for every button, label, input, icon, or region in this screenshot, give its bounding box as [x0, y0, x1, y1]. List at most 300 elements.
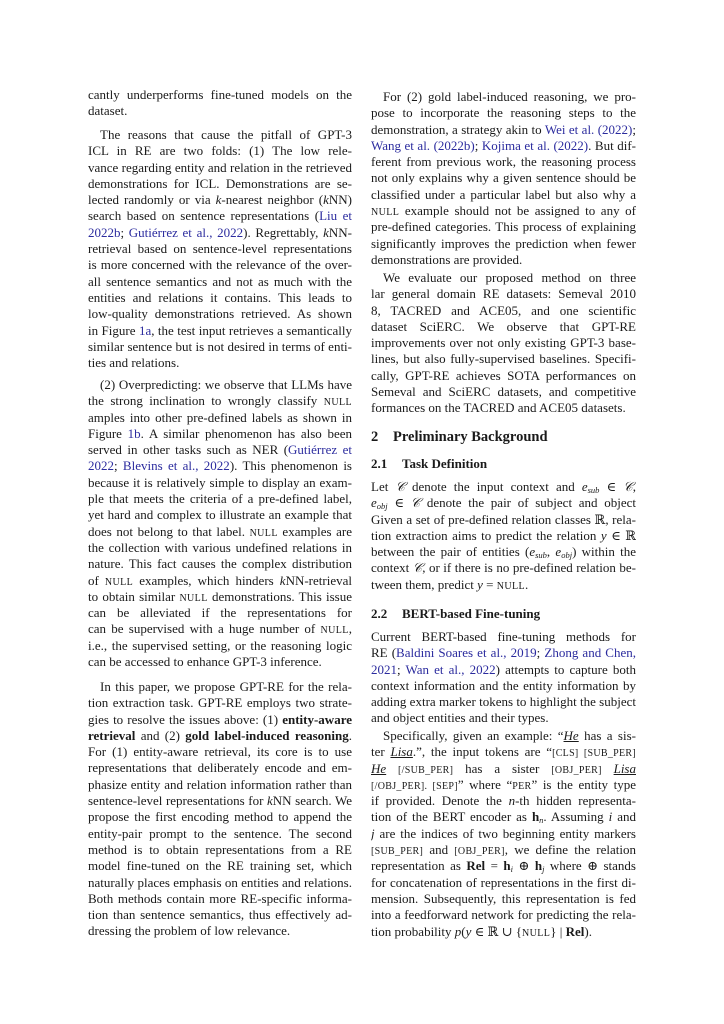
section-heading-preliminary-background	[371, 429, 548, 446]
text-run: } |	[550, 923, 566, 939]
text-run: ;	[397, 661, 406, 677]
text-line	[371, 875, 636, 891]
text-run: . But dif-	[588, 137, 636, 153]
text-run: dataset SciERC. We observe that GPT-RE	[371, 318, 636, 334]
text-line	[371, 907, 636, 923]
text-run: ∈ ℝ ∪ {	[471, 923, 522, 939]
text-line	[88, 127, 352, 143]
text-run: , we define the relation	[504, 842, 636, 858]
marker-token: [CLS] [SUB_PER]	[552, 748, 636, 760]
text-line	[371, 858, 636, 874]
text-line	[88, 410, 352, 426]
text-run: (2) Overpredicting: we observe that LLMs have	[100, 377, 352, 392]
bold-text: h	[503, 858, 511, 874]
citation-link[interactable]: Liu et	[319, 208, 352, 224]
text-line	[371, 105, 636, 121]
text-run: ⊕	[513, 858, 535, 874]
text-line	[88, 842, 352, 858]
entity-mention: He	[563, 728, 579, 743]
text-line	[88, 377, 352, 393]
text-run: ;	[120, 224, 129, 240]
text-run: retrieval based on sentence-level representations	[88, 241, 352, 257]
null-label: NULL	[521, 927, 551, 939]
text-line	[371, 744, 636, 760]
text-run: are the indices of two beginning entity markers	[374, 825, 636, 841]
text-run: served in other tasks such as NER (	[88, 442, 289, 458]
null-label: NULL	[320, 625, 349, 637]
subscript: n	[539, 815, 544, 826]
text-run: not only explains why a given sentence should be	[371, 170, 636, 186]
text-run: ;	[536, 645, 545, 661]
bold-text: gold label-induced reasoning	[185, 727, 349, 743]
text-line	[88, 491, 352, 507]
paragraph-gpt-re-proposal	[88, 679, 352, 940]
text-line	[88, 192, 352, 208]
math-italic: e	[555, 544, 562, 560]
text-run: the collection with various undefined relations in	[88, 539, 352, 555]
text-run: the strong inclination to wrongly classify	[88, 393, 324, 409]
text-run: lar general domain RE datasets: Semeval 2010	[371, 286, 636, 302]
text-run: context information and the entity information by	[371, 677, 636, 693]
text-run: ) within the	[572, 544, 636, 560]
null-label: NULL	[371, 207, 400, 219]
text-run: tion extraction aims to predict the relation	[371, 527, 601, 543]
citation-link[interactable]: Gutiérrez et	[288, 442, 352, 458]
text-run: tion extraction task. GPT-RE employs two strate-	[88, 695, 352, 711]
subscript: sub	[587, 485, 600, 495]
citation-link[interactable]: 1a	[138, 322, 152, 338]
text-run: and	[612, 809, 636, 825]
citation-link[interactable]: Gutiérrez et al., 2022	[128, 224, 244, 240]
text-run: ,	[546, 544, 556, 560]
text-line	[88, 442, 352, 458]
subsection-number: 2.1	[371, 456, 388, 471]
text-line	[88, 524, 352, 540]
text-line	[371, 560, 636, 576]
text-run: adding extra marker tokens to highlight the subject	[371, 694, 636, 710]
text-line	[371, 384, 636, 400]
text-run: pose to incorporate the reasoning steps to the	[371, 105, 636, 121]
text-line	[88, 605, 352, 621]
text-run: ple that meets the criteria of a pre-defined label,	[88, 491, 352, 507]
text-run: NN-	[328, 224, 352, 240]
text-line	[88, 621, 352, 637]
text-line	[371, 368, 636, 384]
text-run: The reasons that cause the pitfall of GPT-3	[100, 127, 352, 142]
text-run: NN)	[328, 192, 352, 208]
text-run	[386, 761, 398, 776]
text-line	[371, 793, 636, 809]
text-line	[371, 728, 636, 744]
math-italic: 𝒞	[395, 479, 405, 494]
text-line	[88, 777, 352, 793]
text-run: representations that deliberately encode and em-	[88, 760, 352, 776]
text-line	[371, 335, 636, 351]
text-run: ” is the entity type	[531, 776, 636, 792]
bold-text: Rel	[565, 923, 585, 939]
text-run: for concatenation of representations in the first di-	[371, 874, 636, 890]
text-line	[371, 479, 636, 495]
text-line	[88, 760, 352, 776]
text-run: ).	[584, 923, 592, 939]
text-line	[371, 629, 636, 645]
text-line	[371, 891, 636, 907]
subsection-number: 2.2	[371, 606, 388, 621]
text-line	[88, 355, 352, 371]
subsection-heading-bert-fine-tuning	[371, 606, 540, 622]
math-italic: k	[267, 793, 273, 809]
section-title: Preliminary Background	[393, 429, 548, 445]
citation-link[interactable]: Kojima et al. (2022)	[481, 137, 589, 153]
text-run: examples, which hinders	[133, 572, 280, 588]
text-run: . Assuming	[543, 809, 609, 825]
text-line	[88, 393, 352, 409]
entity-mention: Lisa	[390, 744, 413, 760]
paragraph-overpredicting	[88, 377, 352, 670]
text-run: into a feedforward network for predicting the rela-	[371, 907, 636, 923]
text-line	[371, 809, 636, 825]
text-line	[88, 712, 352, 728]
paragraph-intro-continued	[88, 87, 352, 120]
text-line	[88, 241, 352, 257]
text-run: ) attempts to capture both	[495, 661, 636, 677]
text-run: , or if there is no pre-defined relation be-	[422, 560, 636, 576]
text-line	[88, 573, 352, 589]
text-run: examples are	[277, 523, 352, 539]
text-run: . A similar phenomenon has also been	[140, 425, 352, 441]
text-line	[88, 87, 352, 103]
text-run: ferent from previous work, the reasoning process	[371, 154, 636, 170]
text-line	[371, 351, 636, 367]
text-line	[88, 475, 352, 491]
text-line	[371, 694, 636, 710]
subscript: j	[542, 864, 545, 875]
text-line	[88, 176, 352, 192]
math-italic: 𝒞	[623, 479, 633, 494]
text-run: Specifically, given an example: “	[383, 728, 564, 743]
marker-token: PER	[512, 780, 532, 792]
text-line	[371, 187, 636, 203]
text-line	[371, 544, 636, 560]
text-run: where ⊕ stands	[544, 858, 636, 874]
math-italic: e	[371, 495, 377, 511]
text-run: demonstration, a strategy akin to	[371, 121, 545, 137]
text-run: cantly underperforms fine-tuned models on the	[88, 87, 352, 102]
bold-text: Rel	[466, 858, 486, 874]
text-line	[371, 512, 636, 528]
text-line	[371, 170, 636, 186]
text-line	[88, 540, 352, 556]
text-run: context	[371, 560, 413, 576]
text-run: if provided. Denote the	[371, 793, 509, 809]
text-run: yet hard and complex to illustrate an example that	[88, 507, 352, 523]
text-run: formances on the TACRED and ACE05 datasets.	[371, 400, 626, 416]
text-line	[88, 875, 352, 891]
text-line	[371, 203, 636, 219]
text-run: of	[88, 572, 105, 588]
citation-link[interactable]: Wan et al., 2022	[405, 661, 496, 677]
text-line	[371, 138, 636, 154]
text-run: lected randomly or via	[88, 192, 216, 208]
text-run: significantly improves the prediction when fewer	[371, 235, 636, 251]
math-italic: p	[454, 923, 462, 939]
text-run: because it is relatively simple to display an exam-	[88, 474, 352, 490]
text-line	[88, 160, 352, 176]
text-run: all sentence semantics and not as much with the	[88, 273, 352, 289]
text-run: and (2)	[135, 727, 186, 743]
text-run: i.e., the supervised setting, or the reasoning logic	[88, 637, 352, 653]
text-run: ties and relations.	[88, 355, 180, 371]
text-line	[371, 400, 636, 416]
text-run: 8, TACRED and ACE05, and one scientific	[371, 302, 636, 318]
citation-link[interactable]: Baldini Soares et al., 2019	[396, 645, 537, 661]
text-run: vance regarding entity and relation in the retrieved	[88, 159, 352, 175]
paragraph-task-definition	[371, 479, 636, 593]
text-run: tween them, predict	[371, 576, 478, 592]
text-run: and	[423, 842, 455, 858]
text-run: .	[525, 576, 529, 592]
text-line	[371, 710, 636, 726]
text-line	[371, 286, 636, 302]
math-italic: k	[323, 224, 329, 240]
text-run: Current BERT-based fine-tuning methods for	[371, 629, 636, 644]
text-line	[371, 89, 636, 105]
text-run: tion of the BERT encoder as	[371, 809, 532, 825]
subscript: i	[510, 864, 514, 875]
text-run: =	[485, 858, 504, 874]
marker-token: [SUB_PER]	[371, 846, 424, 858]
text-run: nature. This fact causes the complex distribution	[88, 556, 352, 572]
text-line	[371, 777, 636, 793]
text-run: ∈	[387, 495, 411, 511]
text-line	[371, 236, 636, 252]
text-line	[371, 842, 636, 858]
text-run: Let	[371, 479, 396, 494]
text-run: example should not be assigned to any of	[404, 203, 636, 219]
null-label: NULL	[496, 580, 526, 592]
text-run: dataset.	[88, 103, 128, 119]
text-run: lines, but also fully-supervised baselines. Specifi-	[371, 351, 636, 367]
citation-link[interactable]: Wei et al. (2022)	[544, 121, 633, 137]
text-line	[88, 257, 352, 273]
text-run: =	[482, 576, 497, 592]
text-line	[88, 208, 352, 224]
paragraph-pitfall-reasons	[88, 127, 352, 371]
text-run: representation as	[371, 858, 467, 874]
text-run: similar sentence but is not desired in terms of enti-	[88, 338, 352, 354]
text-run: ter	[371, 744, 391, 760]
text-run: does not belong to that label.	[88, 523, 250, 539]
text-line	[88, 143, 352, 159]
text-run: entity-pair prompt to the sentence. The second	[88, 825, 352, 841]
text-line	[371, 154, 636, 170]
text-run: For (1) entity-aware retrieval, its core is to use	[88, 744, 352, 760]
text-line	[88, 458, 352, 474]
null-label: NULL	[104, 576, 134, 588]
math-italic: y	[465, 923, 472, 939]
text-line	[371, 662, 636, 678]
null-label: NULL	[249, 527, 278, 539]
subsection-title: Task Definition	[402, 456, 488, 471]
text-run: propose the first encoding method to append the	[88, 809, 352, 825]
text-line	[88, 695, 352, 711]
text-run: method is to obtain representations from a RE	[88, 841, 352, 857]
text-run: to obtain similar	[88, 588, 180, 604]
section-number: 2	[371, 429, 379, 445]
text-line	[88, 891, 352, 907]
text-line	[371, 303, 636, 319]
bold-text: h	[534, 858, 543, 874]
text-line	[88, 274, 352, 290]
text-run: low-quality demonstrations retrieved. As shown	[88, 306, 352, 322]
math-italic: i	[608, 809, 613, 825]
text-run: demonstrations are provided.	[371, 251, 523, 267]
text-run: NN search. We	[272, 793, 352, 809]
text-run: model fine-tuned on the RE training set, which	[88, 858, 352, 874]
text-run: phasize entity and relation information rather than	[88, 776, 352, 792]
text-run: ” where “	[457, 776, 513, 792]
text-line	[88, 589, 352, 605]
text-run: can be supervised with a huge number of	[88, 621, 321, 637]
text-run: (	[461, 923, 466, 939]
text-line	[88, 638, 352, 654]
text-line	[371, 826, 636, 842]
subscript: obj	[561, 550, 573, 561]
text-run: sentence-level representations for	[88, 793, 268, 809]
text-line	[88, 654, 352, 670]
math-italic: y	[600, 527, 607, 543]
subscript: sub	[535, 550, 547, 561]
text-run: ICL in RE are two folds: (1) The low rele-	[88, 143, 352, 159]
text-run: cally, GPT-RE achieves SOTA performances on	[371, 367, 636, 383]
citation-link[interactable]: 2021	[371, 661, 397, 677]
text-run: denote the pair of subject and object	[426, 495, 636, 511]
text-line	[371, 924, 636, 940]
citation-link[interactable]: 1b	[127, 425, 141, 441]
text-line	[371, 252, 636, 268]
text-line	[88, 323, 352, 339]
marker-token: [/SUB_PER]	[398, 764, 454, 776]
math-italic: k	[215, 192, 222, 208]
text-line	[88, 556, 352, 572]
text-run: is more concerned with the relevance of the over-	[88, 257, 352, 273]
text-line	[88, 679, 352, 695]
text-line	[88, 744, 352, 760]
text-run: ∈ ℝ	[606, 527, 636, 543]
entity-mention: Lisa	[613, 760, 636, 776]
text-line	[371, 270, 636, 286]
math-italic: j	[371, 825, 375, 841]
citation-link[interactable]: 2022b	[88, 224, 121, 240]
math-italic: 𝒞	[412, 560, 423, 576]
text-run: can be accessed to enhance GPT-3 inference.	[88, 654, 322, 670]
text-line	[88, 225, 352, 241]
text-run: dressing the problem of low relevance.	[88, 923, 291, 939]
text-run: ). Regrettably,	[243, 224, 324, 240]
text-run: Semeval and SciERC datasets, and competitive	[371, 384, 636, 400]
text-run: mension. Subsequently, this representation is fed	[371, 890, 636, 906]
text-run: tion probability	[371, 923, 455, 939]
text-run: , the test input retrieves a semantically	[151, 322, 352, 338]
text-run: search based on sentence representations (	[88, 208, 320, 224]
text-run: Both methods contain more RE-specific informa-	[88, 890, 352, 906]
text-line	[88, 728, 352, 744]
text-line	[88, 907, 352, 923]
marker-token: [/OBJ_PER]. [SEP]	[371, 780, 458, 792]
text-line	[371, 577, 636, 593]
text-run: RE (	[371, 645, 397, 661]
bold-text: entity-aware	[282, 711, 352, 727]
text-line	[88, 858, 352, 874]
null-label: NULL	[323, 397, 352, 409]
text-run: demonstrations for ICL. Demonstrations are se-	[88, 175, 352, 191]
math-italic: e	[581, 479, 588, 494]
math-italic: n	[508, 793, 516, 809]
text-run: entities and relations it contains. This leads to	[88, 289, 352, 305]
marker-token: [OBJ_PER]	[551, 764, 602, 776]
paragraph-bert-methods	[371, 629, 636, 727]
text-run: amples into other pre-defined labels as shown in	[88, 409, 352, 425]
math-italic: k	[323, 192, 329, 208]
bold-text: retrieval	[88, 727, 136, 743]
citation-link[interactable]: 2022	[88, 458, 114, 474]
null-label: NULL	[179, 592, 208, 604]
marker-token: [OBJ_PER]	[454, 846, 505, 858]
paragraph-bert-example	[371, 728, 636, 940]
citation-link[interactable]: Zhong and Chen,	[544, 645, 636, 661]
text-line	[88, 426, 352, 442]
text-line	[88, 290, 352, 306]
text-run: can be alleviated if the representations for	[88, 605, 352, 621]
text-line	[371, 319, 636, 335]
text-line	[371, 761, 636, 777]
text-run: ,	[348, 621, 352, 637]
subsection-title: BERT-based Fine-tuning	[402, 606, 541, 621]
math-italic: k	[279, 572, 286, 588]
text-run: ,	[632, 479, 636, 494]
text-line	[88, 793, 352, 809]
text-run: gies to resolve the issues above: (1)	[88, 711, 283, 727]
math-italic: e	[529, 544, 536, 560]
text-line	[88, 809, 352, 825]
text-line	[371, 645, 636, 661]
text-run: .	[348, 727, 352, 743]
citation-link[interactable]: Wang et al. (2022b)	[371, 137, 475, 153]
subsection-heading-task-definition	[371, 456, 487, 472]
text-run: tion than sentence semantics, thus effectively ad-	[88, 907, 352, 923]
text-run: improvements over not only existing GPT-3 base-	[371, 335, 636, 351]
text-line	[88, 826, 352, 842]
text-line	[371, 219, 636, 235]
citation-link[interactable]: Blevins et al., 2022	[122, 458, 230, 474]
text-line	[371, 528, 636, 544]
text-line	[88, 306, 352, 322]
math-italic: y	[477, 576, 483, 592]
text-run: has a sis-	[578, 728, 636, 743]
text-run: NN-retrieval	[285, 572, 352, 588]
text-line	[371, 678, 636, 694]
text-run: naturally places emphasis on entities and relations.	[88, 874, 352, 890]
text-run: For (2) gold label-induced reasoning, we pro-	[383, 89, 636, 104]
text-run: ∈	[599, 479, 624, 494]
text-run: In this paper, we propose GPT-RE for the rela-	[100, 679, 352, 694]
text-run: ;	[632, 121, 636, 137]
text-run: in Figure	[88, 322, 139, 338]
text-run: classified under a particular label but also why a	[371, 186, 636, 202]
bold-text: h	[531, 809, 540, 825]
text-line	[88, 103, 352, 119]
text-run: pre-defined categories. This process of explaining	[371, 219, 636, 235]
